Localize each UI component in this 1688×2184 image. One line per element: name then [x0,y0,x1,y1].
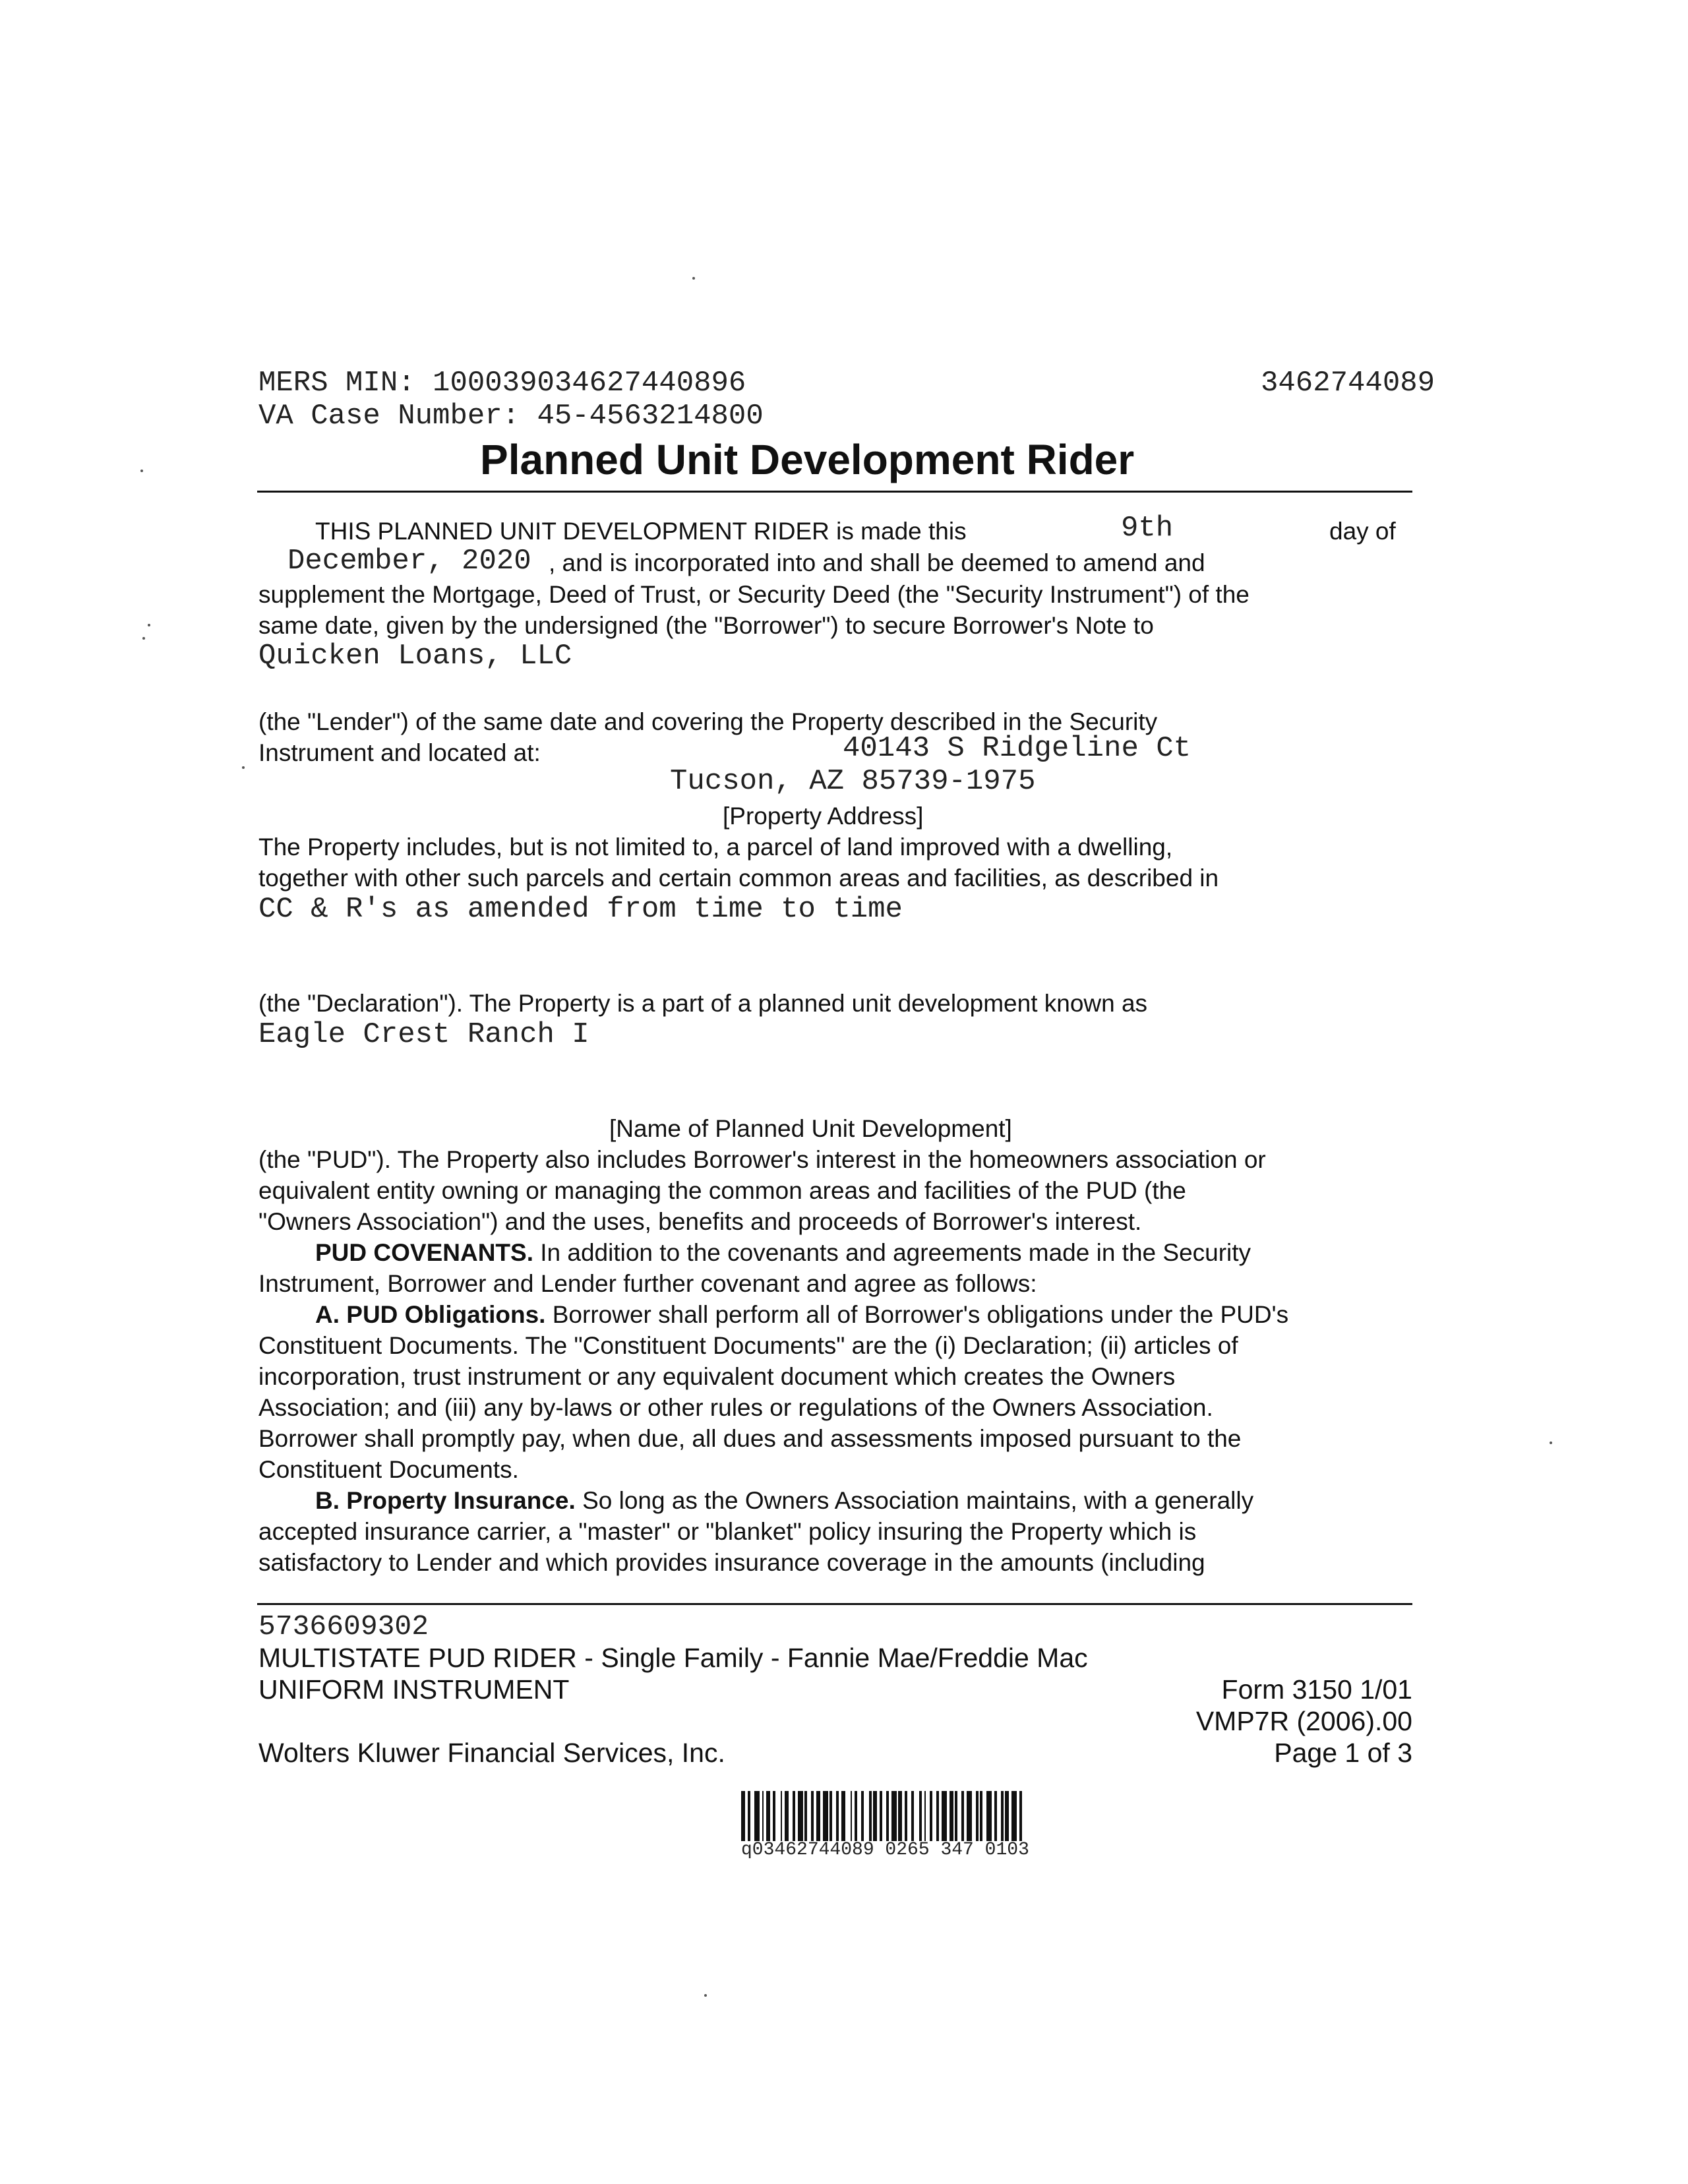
property-insurance-line-1-text: So long as the Owners Association maintains, with a generally [575,1487,1254,1514]
barcode-bar [880,1791,882,1841]
barcode-bar [891,1791,897,1841]
address-line-2[interactable]: Tucson, AZ 85739-1975 [670,765,1036,798]
pud-name-value[interactable]: Eagle Crest Ranch I [258,1018,589,1051]
day-value[interactable]: 9th [1121,512,1174,545]
barcode-bar [773,1791,775,1841]
barcode-bar [1011,1791,1017,1841]
pud-obligations-line-4: Association; and (iii) any by-laws or other rules or regulations of the Owners Association. [258,1394,1213,1421]
property-insurance-line-3: satisfactory to Lender and which provides insurance coverage in the amounts (including [258,1549,1205,1576]
property-line-1: (the "Lender") of the same date and covering the Property described in the Security [258,708,1158,735]
includes-line-2: together with other such parcels and certain common areas and facilities, as described in [258,864,1219,892]
barcode-bar [967,1791,972,1841]
publisher: Wolters Kluwer Financial Services, Inc. [258,1738,725,1768]
barcode-bar [905,1791,907,1841]
barcode-bar [930,1791,932,1841]
scan-speck [148,624,150,626]
scan-speck [1550,1441,1552,1444]
barcode-bar [855,1791,857,1841]
pud-obligations-line-2: Constituent Documents. The "Constituent Documents" are the (i) Declaration; (ii) articles of [258,1332,1238,1359]
vmp-code: VMP7R (2006).00 [1195,1706,1412,1736]
barcode-bar [766,1791,770,1841]
barcode-bar [1019,1791,1022,1841]
barcode-bar [762,1791,764,1841]
barcode-bar [994,1791,997,1841]
page-title: Planned Unit Development Rider [480,436,1135,483]
pud-name-label: [Name of Planned Unit Development] [609,1115,1012,1142]
pud-obligations-heading: A. PUD Obligations. [315,1301,546,1328]
barcode-bar [823,1791,828,1841]
lender-value[interactable]: Quicken Loans, LLC [258,640,572,673]
barcode-bar [873,1791,877,1841]
barcode-bar [811,1791,814,1841]
scan-speck [140,470,143,472]
pud-line-1: (the "PUD"). The Property also includes Borrower's interest in the homeowners association or [258,1146,1266,1173]
barcode-bar [816,1791,820,1841]
property-line-2: Instrument and located at: [258,739,541,766]
covenants-line-1 [315,1237,1251,1268]
barcode-bar [829,1791,832,1841]
barcode-bar [754,1791,760,1841]
barcode-bar [911,1791,914,1841]
scan-speck [704,1994,707,1997]
barcode-bar [924,1791,926,1841]
barcode-bar [919,1791,922,1841]
form-line-2: UNIFORM INSTRUMENT [258,1674,570,1705]
barcode-bar [955,1791,957,1841]
pud-line-2: equivalent entity owning or managing the common areas and facilities of the PUD (the [258,1177,1186,1204]
barcode-bar [804,1791,807,1841]
barcode-bar [1005,1791,1009,1841]
barcode-bar [748,1791,750,1841]
declaration-line-1: (the "Declaration"). The Property is a part of a planned unit development known as [258,990,1148,1017]
barcode-graphic [741,1791,1193,1841]
date-value[interactable]: December, 2020 [287,545,531,578]
intro-line-2: , and is incorporated into and shall be deemed to amend and [549,549,1205,576]
day-of-label: day of [1329,518,1396,545]
intro-line-4: same date, given by the undersigned (the "Borrower") to secure Borrower's Note to [258,612,1154,639]
barcode-bar [781,1791,782,1841]
pud-obligations-line-5: Borrower shall promptly pay, when due, all dues and assessments imposed pursuant to the [258,1425,1242,1452]
covenants-line-1-text: In addition to the covenants and agreements made in the Security [533,1239,1251,1266]
scan-speck [242,766,245,769]
barcode-bar [936,1791,939,1841]
barcode-bar [851,1791,852,1841]
barcode-bar [841,1791,845,1841]
covenants-heading: PUD COVENANTS. [315,1239,533,1266]
intro-line-1: THIS PLANNED UNIT DEVELOPMENT RIDER is made this [315,518,967,545]
scan-speck [692,277,695,280]
barcode-bar [886,1791,889,1841]
barcode-bar [898,1791,902,1841]
loan-number: 3462744089 [1261,367,1435,400]
barcode-text: q03462744089 0265 347 0103 [741,1840,1029,1860]
pud-line-3: "Owners Association") and the uses, benefits and proceeds of Borrower's interest. [258,1208,1142,1235]
barcode-bar [1001,1791,1004,1841]
form-line-1: MULTISTATE PUD RIDER - Single Family - Fannie Mae/Freddie Mac [258,1643,1088,1673]
barcode-bar [785,1791,789,1841]
page-number: Page 1 of 3 [1274,1738,1412,1768]
title-rule [257,491,1412,493]
pud-obligations-line-3: incorporation, trust instrument or any equivalent document which creates the Owners [258,1363,1176,1390]
property-insurance-heading: B. Property Insurance. [315,1487,576,1514]
mers-min: MERS MIN: 100039034627440896 [258,367,746,400]
footer-rule [257,1603,1412,1605]
va-case-number: VA Case Number: 45-4563214800 [258,400,764,433]
property-insurance-line-1 [315,1485,1253,1516]
declaration-value[interactable]: CC & R's as amended from time to time [258,893,903,926]
barcode-bar [836,1791,839,1841]
includes-line-1: The Property includes, but is not limited to, a parcel of land improved with a dwelling, [258,834,1173,861]
barcode-bar [793,1791,795,1841]
barcode-bar [861,1791,864,1841]
barcode-bar [986,1791,992,1841]
barcode-bar [976,1791,979,1841]
barcode-bar [798,1791,803,1841]
barcode-bar [869,1791,872,1841]
covenants-line-2: Instrument, Borrower and Lender further covenant and agree as follows: [258,1270,1037,1297]
document-id: 5736609302 [258,1610,429,1643]
pud-obligations-line-6: Constituent Documents. [258,1456,519,1483]
barcode-bar [980,1791,982,1841]
barcode-bar [950,1791,953,1841]
property-insurance-line-2: accepted insurance carrier, a "master" or "blanket" policy insuring the Property which is [258,1518,1197,1545]
address-line-1[interactable]: 40143 S Ridgeline Ct [843,732,1191,765]
barcode-bar [961,1791,964,1841]
pud-obligations-line-1 [315,1299,1288,1330]
form-number: Form 3150 1/01 [1221,1674,1412,1705]
barcode-bar [741,1791,745,1841]
barcode-bar [942,1791,947,1841]
pud-obligations-line-1-text: Borrower shall perform all of Borrower's obligations under the PUD's [545,1301,1289,1328]
property-address-label: [Property Address] [723,803,924,830]
intro-line-3: supplement the Mortgage, Deed of Trust, or Security Deed (the "Security Instrument") of the [258,581,1250,608]
scan-speck [142,637,145,640]
